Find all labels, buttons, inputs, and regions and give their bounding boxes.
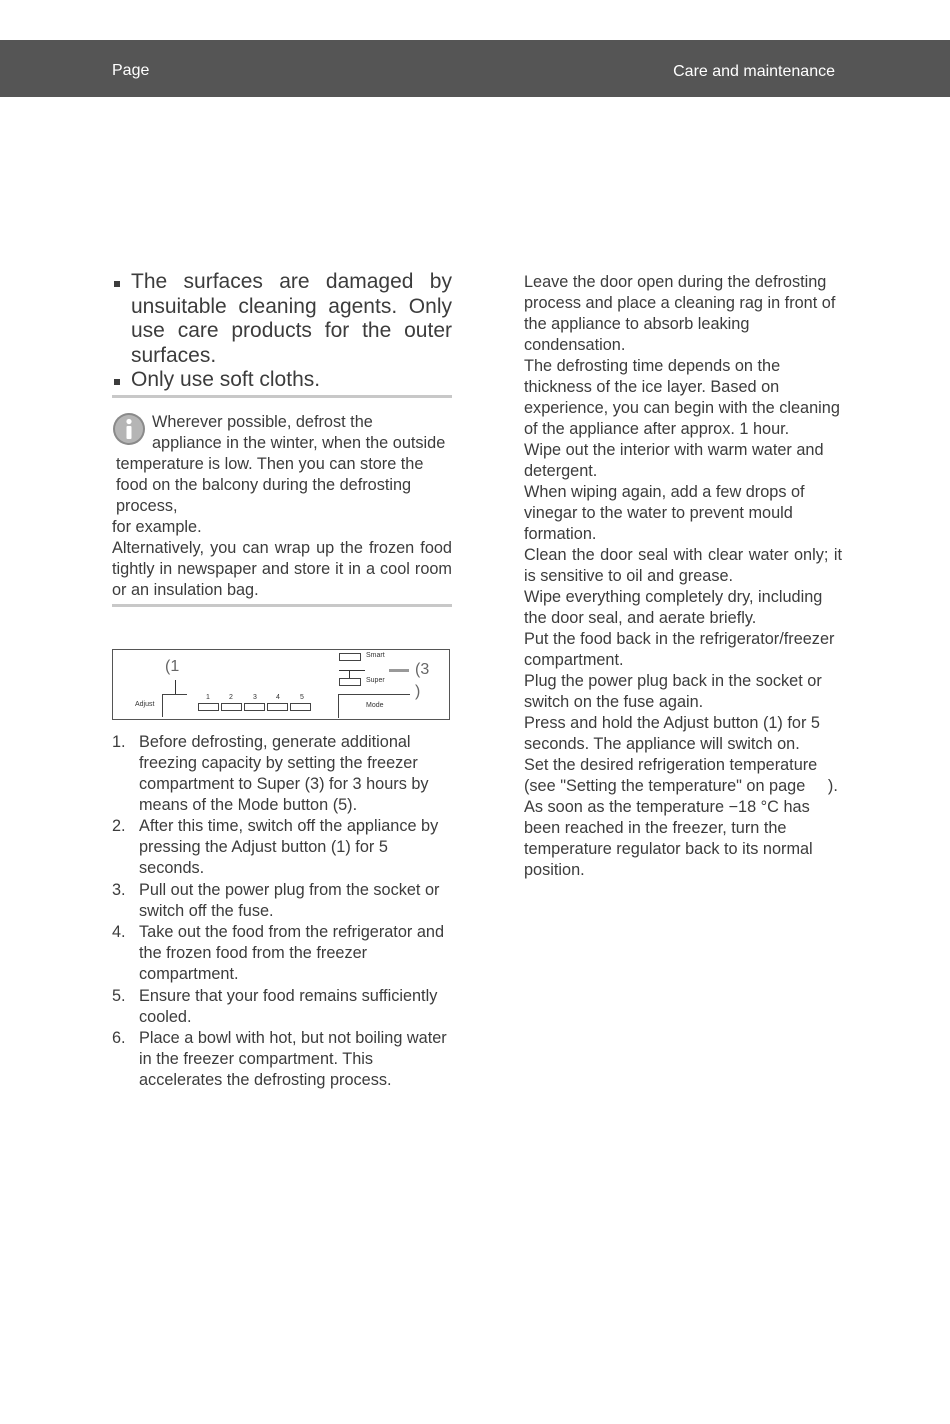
level-indicator	[221, 703, 242, 711]
bullet-square-icon	[114, 281, 120, 287]
info-text: Alternatively, you can wrap up the frozen food tightly in newspaper and store it in a cool room or an insulation bag.	[112, 538, 452, 599]
page-header	[0, 40, 950, 97]
level-indicator	[198, 703, 219, 711]
info-icon	[112, 412, 146, 446]
right-column	[524, 272, 842, 881]
level-label: 5	[300, 693, 304, 701]
level-label: 1	[206, 693, 210, 701]
step-item: 4. Take out the food from the refrigerator and the frozen food from the freezer compartment.	[112, 923, 444, 984]
mode-label: Mode	[366, 701, 384, 709]
callout-line	[339, 670, 365, 671]
section-title: Care and maintenance	[673, 63, 835, 80]
warning-item: The surfaces are damaged by unsuitable cleaning agents. Only use care products for the outer surfaces.	[112, 270, 452, 368]
divider	[112, 604, 452, 607]
paragraph: The defrosting time depends on the thickness of the ice layer. Based on experience, you can begin with the cleaning of the appliance after approx. 1 hour.	[524, 357, 840, 438]
callout-3-close: )	[415, 682, 421, 700]
warning-list	[112, 270, 452, 393]
level-label: 2	[229, 693, 233, 701]
step-item: 1. Before defrosting, generate additional freezing capacity by setting the freezer compartment to Super (3) for 3 hours by means of the Mode button (5).	[112, 732, 429, 814]
warning-item: Only use soft cloths.	[112, 368, 452, 393]
callout-line	[175, 680, 176, 695]
smart-label: Smart	[366, 651, 385, 659]
paragraph: Set the desired refrigeration temperature (see "Setting the temperature" on page ).	[524, 756, 838, 795]
level-indicator	[244, 703, 265, 711]
page-label: Page	[112, 62, 150, 79]
paragraph: When wiping again, add a few drops of vinegar to the water to prevent mould formation.	[524, 483, 805, 543]
level-label: 4	[276, 693, 280, 701]
control-panel-diagram	[112, 649, 450, 720]
super-indicator	[339, 678, 361, 686]
step-item: 6. Place a bowl with hot, but not boiling water in the freezer compartment. This accelerates the defrosting process.	[112, 1029, 447, 1090]
callout-1: (1	[165, 657, 180, 675]
paragraph: Wipe out the interior with warm water and detergent.	[524, 441, 824, 480]
step-item: 2. After this time, switch off the appliance by pressing the Adjust button (1) for 5 seconds.	[112, 817, 439, 878]
divider	[112, 395, 452, 398]
callout-line	[349, 670, 350, 678]
paragraph: Wipe everything completely dry, including the door seal, and aerate briefly.	[524, 588, 823, 627]
level-label: 3	[253, 693, 257, 701]
callout-line	[389, 669, 409, 672]
info-line: Wherever possible, defrost the	[152, 412, 373, 431]
info-note	[112, 412, 452, 601]
paragraph: Leave the door open during the defrosting process and place a cleaning rag in front of the appliance to absorb leaking condensation.	[524, 273, 836, 354]
paragraph: Clean the door seal with clear water only; it is sensitive to oil and grease.	[524, 546, 842, 585]
paragraph: Press and hold the Adjust button (1) for 5 seconds. The appliance will switch on.	[524, 714, 820, 753]
level-indicator	[267, 703, 288, 711]
left-column	[112, 270, 452, 1092]
info-text: appliance in the winter, when the outside temperature is low. Then you can store the food on the balcony during the defrosting process,	[116, 433, 446, 515]
bullet-square-icon	[114, 379, 120, 385]
adjust-label: Adjust	[135, 700, 155, 708]
adjust-button	[162, 694, 187, 717]
level-indicator	[290, 703, 311, 711]
smart-indicator	[339, 653, 361, 661]
step-item: 5. Ensure that your food remains sufficiently cooled.	[112, 986, 438, 1026]
paragraph: Plug the power plug back in the socket or switch on the fuse again.	[524, 672, 822, 711]
paragraph: As soon as the temperature −18 °C has been reached in the freezer, turn the temperature regulator back to its normal position.	[524, 798, 813, 879]
super-label: Super	[366, 676, 385, 684]
info-text: for example.	[112, 517, 202, 536]
callout-3: (3	[415, 660, 430, 678]
defrost-steps	[112, 732, 452, 1092]
paragraph: Put the food back in the refrigerator/freezer compartment.	[524, 630, 835, 669]
step-item: 3. Pull out the power plug from the socket or switch off the fuse.	[112, 880, 440, 920]
